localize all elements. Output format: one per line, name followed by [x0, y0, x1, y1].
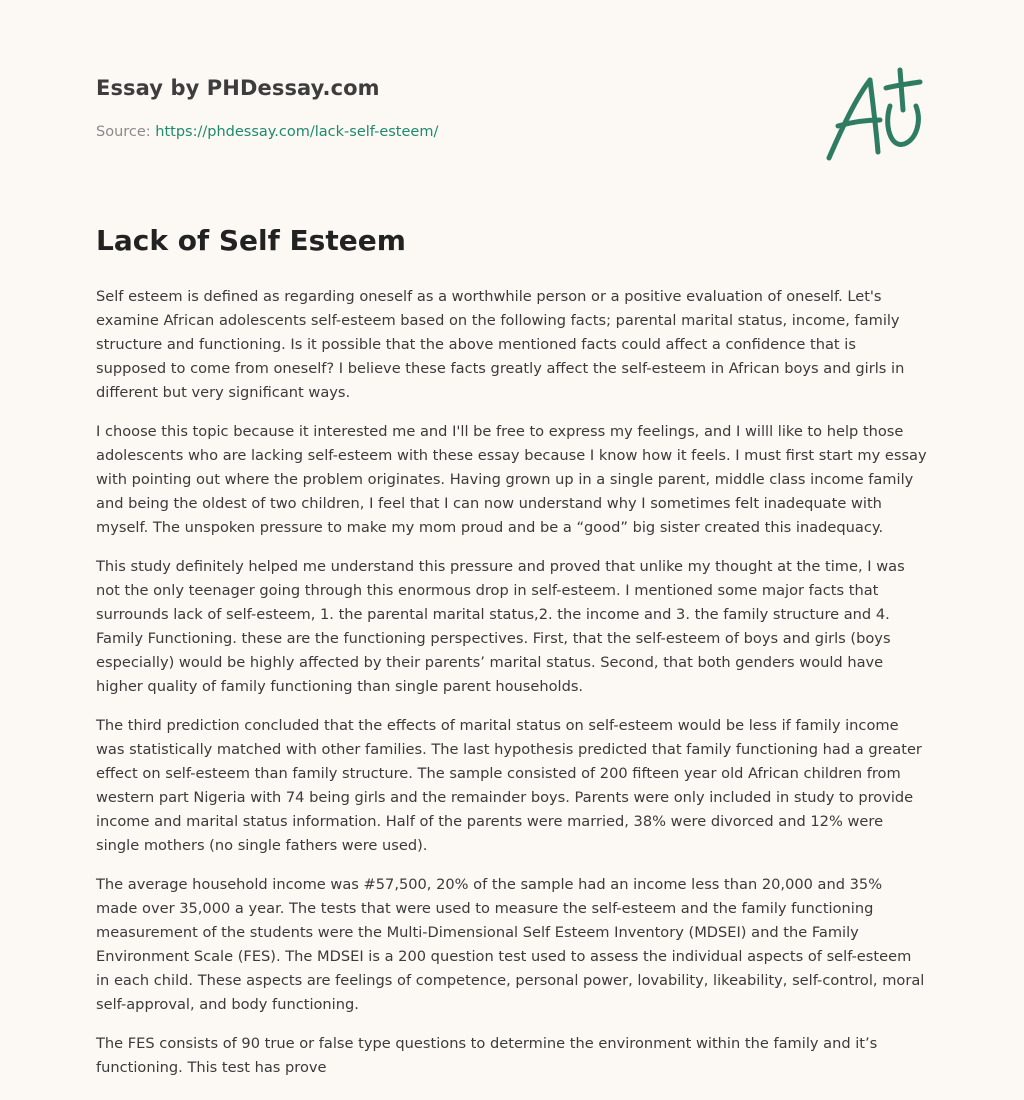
site-brand: Essay by PHDessay.com	[96, 76, 380, 100]
essay-paragraph: The average household income was #57,500, 20% of the sample had an income less than 20,000 and 35% made over 35,000 a year. The tests that were used to measure the self-esteem and the family functioning measurement of the students were the Multi-Dimensional Self Esteem Inventory (MDSEI) and the Family Environment Scale (FES). The MDSEI is a 200 question test used to assess the individual aspects of self-esteem in each child. These aspects are feelings of competence, personal power, lovability, likeability, self-control, moral self-approval, and body functioning.	[96, 876, 925, 1013]
source-label: Source:	[96, 124, 151, 140]
essay-body	[96, 285, 928, 1095]
essay-title: Lack of Self Esteem	[96, 224, 406, 257]
essay-paragraph: The third prediction concluded that the effects of marital status on self-esteem would be less if family income was statistically matched with other families. The last hypothesis predicted that family functioning had a greater effect on self-esteem than family structure. The sample consisted of 200 fifteen year old African children from western part Nigeria with 74 being girls and the remainder boys. Parents were only included in study to provide income and marital status information. Half of the parents were married, 38% were divorced and 12% were single mothers (no single fathers were used).	[96, 717, 922, 854]
essay-paragraph: The FES consists of 90 true or false type questions to determine the environment within the family and it’s functioning. This test has prove	[96, 1035, 878, 1076]
essay-paragraph: Self esteem is defined as regarding oneself as a worthwhile person or a positive evaluation of oneself. Let's examine African adolescents self-esteem based on the following facts; parental marital status, income, family structure and functioning. Is it possible that the above mentioned facts could affect a confidence that is supposed to come from oneself? I believe these facts greatly affect the self-esteem in African boys and girls in different but very significant ways.	[96, 288, 905, 401]
a-plus-logo-icon	[824, 66, 928, 166]
essay-paragraph: This study definitely helped me understand this pressure and proved that unlike my thought at the time, I was not the only teenager going through this enormous drop in self-esteem. I mentioned some major facts that surrounds lack of self-esteem, 1. the parental marital status,2. the income and 3. the family structure and 4. Family Functioning. these are the functioning perspectives. First, that the self-esteem of boys and girls (boys especially) would be highly affected by their parents’ marital status. Second, that both genders would have higher quality of family functioning than single parent households.	[96, 558, 905, 695]
source-line	[96, 124, 438, 140]
source-link[interactable]: https://phdessay.com/lack-self-esteem/	[155, 124, 439, 140]
essay-paragraph: I choose this topic because it interested me and I'll be free to express my feelings, and I willl like to help those adolescents who are lacking self-esteem with these essay because I know how it feels. I must first start my essay with pointing out where the problem originates. Having grown up in a single parent, middle class income family and being the oldest of two children, I feel that I can now understand why I sometimes felt inadequate with myself. The unspoken pressure to make my mom proud and be a “good” big sister created this inadequacy.	[96, 423, 927, 536]
